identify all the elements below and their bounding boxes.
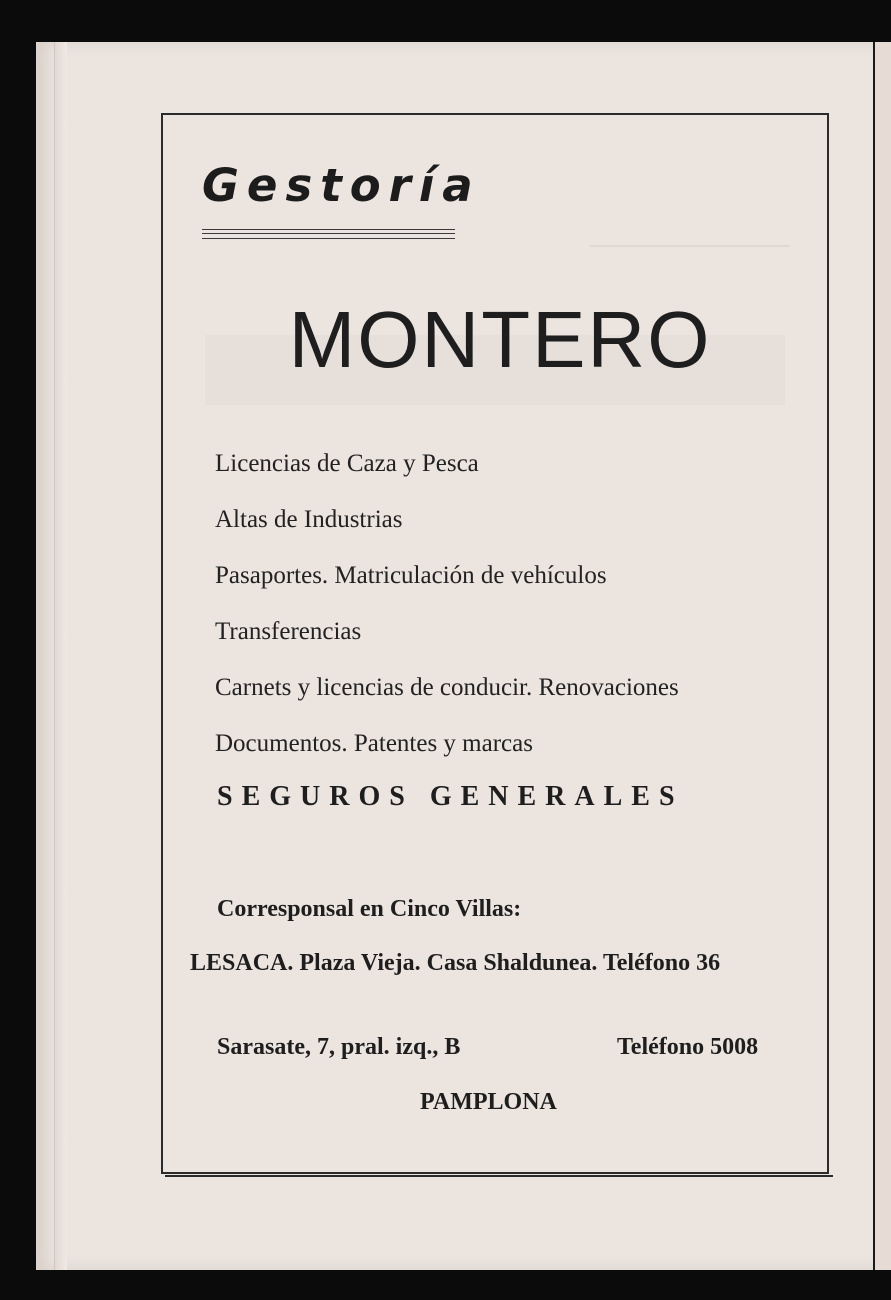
correspondent-address: LESACA. Plaza Vieja. Casa Shaldunea. Teléfono 36 xyxy=(190,950,721,976)
service-item: Transferencias xyxy=(215,618,362,645)
service-item: Pasaportes. Matriculación de vehículos xyxy=(215,562,607,589)
service-item: Carnets y licencias de conducir. Renovaciones xyxy=(215,674,679,701)
adjacent-page-edge xyxy=(873,42,891,1270)
gestoria-heading: Gestoría xyxy=(202,159,481,212)
frame-shadow-line xyxy=(165,1175,833,1177)
office-phone: Teléfono 5008 xyxy=(617,1034,759,1060)
correspondent-label: Corresponsal en Cinco Villas: xyxy=(217,896,522,922)
office-city: PAMPLONA xyxy=(420,1089,557,1115)
service-item: Licencias de Caza y Pesca xyxy=(215,450,479,477)
service-item: Altas de Industrias xyxy=(215,506,403,533)
service-item: Documentos. Patentes y marcas xyxy=(215,730,533,757)
heading-double-rule xyxy=(202,229,455,239)
office-address: Sarasate, 7, pral. izq., B xyxy=(217,1034,461,1060)
insurance-line: SEGUROS GENERALES xyxy=(217,781,684,812)
brand-title: MONTERO xyxy=(288,295,712,384)
page-binding-edge xyxy=(54,42,67,1270)
